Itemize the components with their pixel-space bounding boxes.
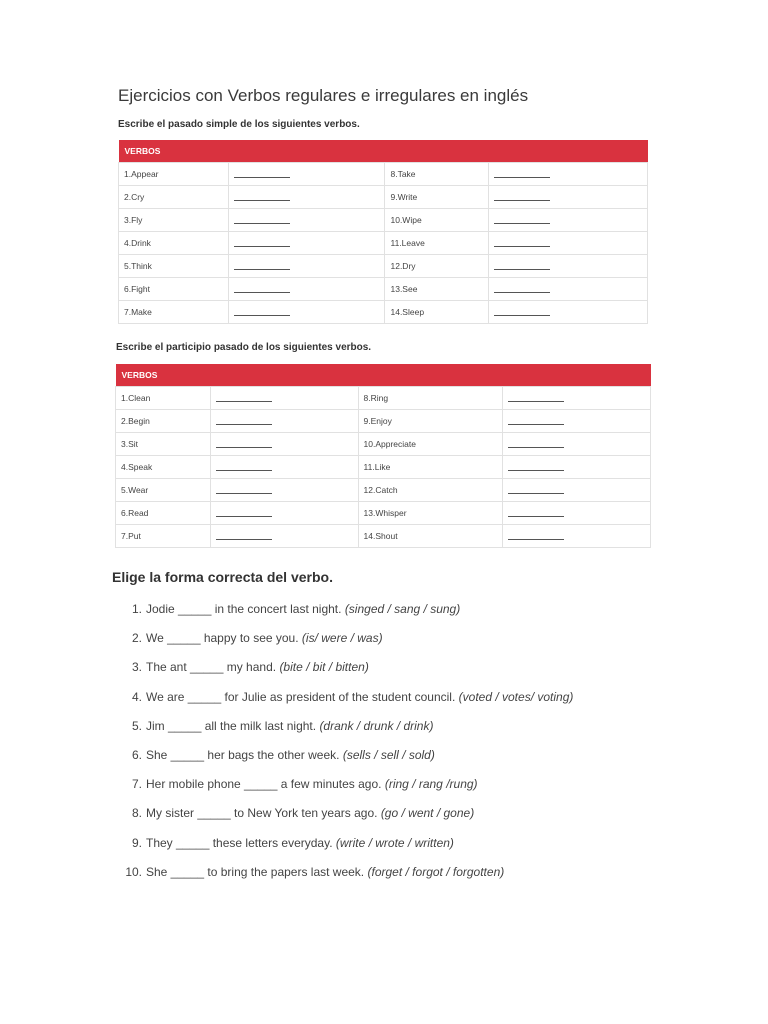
verb-cell: 11.Leave <box>385 232 489 255</box>
answer-blank-line <box>508 393 564 402</box>
item-number: 10. <box>125 864 142 879</box>
item-number: 9. <box>131 835 142 850</box>
verb-cell: 1.Clean <box>116 387 211 410</box>
item-options: (voted / votes/ voting) <box>458 689 574 704</box>
answer-cell <box>210 433 358 456</box>
verb-cell: 3.Sit <box>116 433 211 456</box>
list-item <box>120 774 573 803</box>
item-sentence: Her mobile phone _____ a few minutes ago. <box>146 777 382 792</box>
exercise-list <box>120 599 573 891</box>
item-options: (go / went / gone) <box>380 806 475 821</box>
answer-blank-line <box>494 192 550 201</box>
table-row <box>119 255 648 278</box>
past-participle-verbs-table <box>115 364 651 548</box>
table-row <box>119 232 648 255</box>
verb-cell: 8.Take <box>385 163 489 186</box>
item-sentence: She _____ her bags the other week. <box>146 747 340 762</box>
table-row <box>119 301 648 324</box>
verb-cell: 9.Enjoy <box>358 410 503 433</box>
answer-cell <box>489 163 648 186</box>
table-row <box>116 479 651 502</box>
answer-cell <box>228 232 385 255</box>
answer-cell <box>503 502 651 525</box>
verb-cell: 6.Fight <box>119 278 229 301</box>
list-item <box>120 628 573 657</box>
answer-blank-line <box>508 531 564 540</box>
verb-cell: 4.Drink <box>119 232 229 255</box>
verb-cell: 11.Like <box>358 456 503 479</box>
item-options: (singed / sang / sung) <box>344 602 461 616</box>
item-options: (ring / rang /rung) <box>384 777 478 792</box>
item-sentence: We are _____ for Julie as president of the student council. <box>146 689 456 704</box>
answer-blank-line <box>216 439 272 448</box>
item-number: 1. <box>131 602 142 616</box>
answer-blank-line <box>494 169 550 178</box>
verb-cell: 10.Wipe <box>385 209 489 232</box>
item-number: 5. <box>131 718 142 733</box>
answer-cell <box>228 163 385 186</box>
table-row <box>119 278 648 301</box>
answer-blank-line <box>216 508 272 517</box>
answer-blank-line <box>494 238 550 247</box>
table-row <box>119 209 648 232</box>
answer-blank-line <box>494 261 550 270</box>
table-row <box>119 186 648 209</box>
list-item <box>120 833 573 862</box>
answer-blank-line <box>234 261 290 270</box>
answer-cell <box>228 209 385 232</box>
table-header: VERBOS <box>119 140 648 163</box>
item-options: (is/ were / was) <box>301 631 383 646</box>
answer-blank-line <box>216 393 272 402</box>
answer-cell <box>503 433 651 456</box>
answer-blank-line <box>234 215 290 224</box>
answer-cell <box>503 410 651 433</box>
answer-cell <box>228 186 385 209</box>
list-item <box>120 803 573 832</box>
page-title: Ejercicios con Verbos regulares e irregulares en inglés <box>118 86 529 105</box>
answer-cell <box>503 387 651 410</box>
item-options: (bite / bit / bitten) <box>279 660 369 675</box>
answer-cell <box>503 525 651 548</box>
table-row <box>116 502 651 525</box>
item-number: 3. <box>131 660 142 675</box>
answer-blank-line <box>494 307 550 316</box>
verb-cell: 13.See <box>385 278 489 301</box>
verb-cell: 4.Speak <box>116 456 211 479</box>
item-options: (drank / drunk / drink) <box>319 718 434 733</box>
exercise-heading: Elige la forma correcta del verbo. <box>112 569 333 585</box>
verb-cell: 7.Put <box>116 525 211 548</box>
table-row <box>116 525 651 548</box>
answer-cell <box>489 255 648 278</box>
table-row <box>116 433 651 456</box>
list-item <box>120 716 573 745</box>
answer-cell <box>210 456 358 479</box>
list-item <box>120 599 573 628</box>
list-item <box>120 862 573 891</box>
verb-cell: 14.Sleep <box>385 301 489 324</box>
answer-blank-line <box>508 508 564 517</box>
verb-cell: 5.Think <box>119 255 229 278</box>
list-item <box>120 745 573 774</box>
answer-blank-line <box>216 416 272 425</box>
answer-cell <box>210 502 358 525</box>
item-sentence: We _____ happy to see you. <box>146 631 299 646</box>
answer-blank-line <box>234 307 290 316</box>
verb-cell: 10.Appreciate <box>358 433 503 456</box>
verb-cell: 8.Ring <box>358 387 503 410</box>
answer-blank-line <box>508 462 564 471</box>
answer-cell <box>228 278 385 301</box>
answer-cell <box>210 479 358 502</box>
item-number: 8. <box>131 806 142 821</box>
table-row <box>116 410 651 433</box>
item-sentence: Jim _____ all the milk last night. <box>146 718 317 733</box>
table-row <box>116 456 651 479</box>
item-sentence: She _____ to bring the papers last week. <box>146 864 365 879</box>
answer-blank-line <box>216 462 272 471</box>
item-number: 6. <box>131 747 142 762</box>
verb-cell: 5.Wear <box>116 479 211 502</box>
item-sentence: Jodie _____ in the concert last night. <box>146 602 342 616</box>
item-options: (sells / sell / sold) <box>342 747 435 762</box>
verb-cell: 2.Cry <box>119 186 229 209</box>
answer-blank-line <box>234 284 290 293</box>
answer-cell <box>489 186 648 209</box>
answer-blank-line <box>234 169 290 178</box>
verb-cell: 7.Make <box>119 301 229 324</box>
answer-cell <box>503 456 651 479</box>
section-heading-past-participle: Escribe el participio pasado de los siguientes verbos. <box>116 342 372 353</box>
answer-cell <box>489 278 648 301</box>
item-sentence: The ant _____ my hand. <box>146 660 277 675</box>
answer-cell <box>489 232 648 255</box>
answer-cell <box>210 387 358 410</box>
answer-blank-line <box>216 485 272 494</box>
section-heading-past-simple: Escribe el pasado simple de los siguientes verbos. <box>118 119 360 130</box>
verb-cell: 13.Whisper <box>358 502 503 525</box>
verb-cell: 9.Write <box>385 186 489 209</box>
answer-blank-line <box>234 192 290 201</box>
answer-blank-line <box>494 215 550 224</box>
verb-cell: 1.Appear <box>119 163 229 186</box>
answer-blank-line <box>494 284 550 293</box>
answer-cell <box>228 301 385 324</box>
answer-blank-line <box>508 439 564 448</box>
table-header: VERBOS <box>116 364 651 387</box>
answer-cell <box>489 209 648 232</box>
answer-blank-line <box>234 238 290 247</box>
list-item <box>120 657 573 686</box>
verb-cell: 3.Fly <box>119 209 229 232</box>
verb-cell: 6.Read <box>116 502 211 525</box>
verb-cell: 2.Begin <box>116 410 211 433</box>
item-number: 2. <box>131 631 142 646</box>
verb-cell: 14.Shout <box>358 525 503 548</box>
list-item <box>120 687 573 716</box>
answer-blank-line <box>216 531 272 540</box>
item-number: 7. <box>131 777 142 792</box>
answer-cell <box>503 479 651 502</box>
answer-cell <box>210 525 358 548</box>
item-options: (write / wrote / written) <box>335 835 454 850</box>
answer-cell <box>210 410 358 433</box>
verb-cell: 12.Dry <box>385 255 489 278</box>
answer-blank-line <box>508 485 564 494</box>
verb-cell: 12.Catch <box>358 479 503 502</box>
past-simple-verbs-table <box>118 140 648 324</box>
item-sentence: My sister _____ to New York ten years ago. <box>146 806 378 821</box>
table-row <box>119 163 648 186</box>
table-row <box>116 387 651 410</box>
answer-cell <box>489 301 648 324</box>
item-options: (forget / forgot / forgotten) <box>367 864 505 879</box>
item-sentence: They _____ these letters everyday. <box>146 835 333 850</box>
answer-blank-line <box>508 416 564 425</box>
answer-cell <box>228 255 385 278</box>
item-number: 4. <box>131 689 142 704</box>
